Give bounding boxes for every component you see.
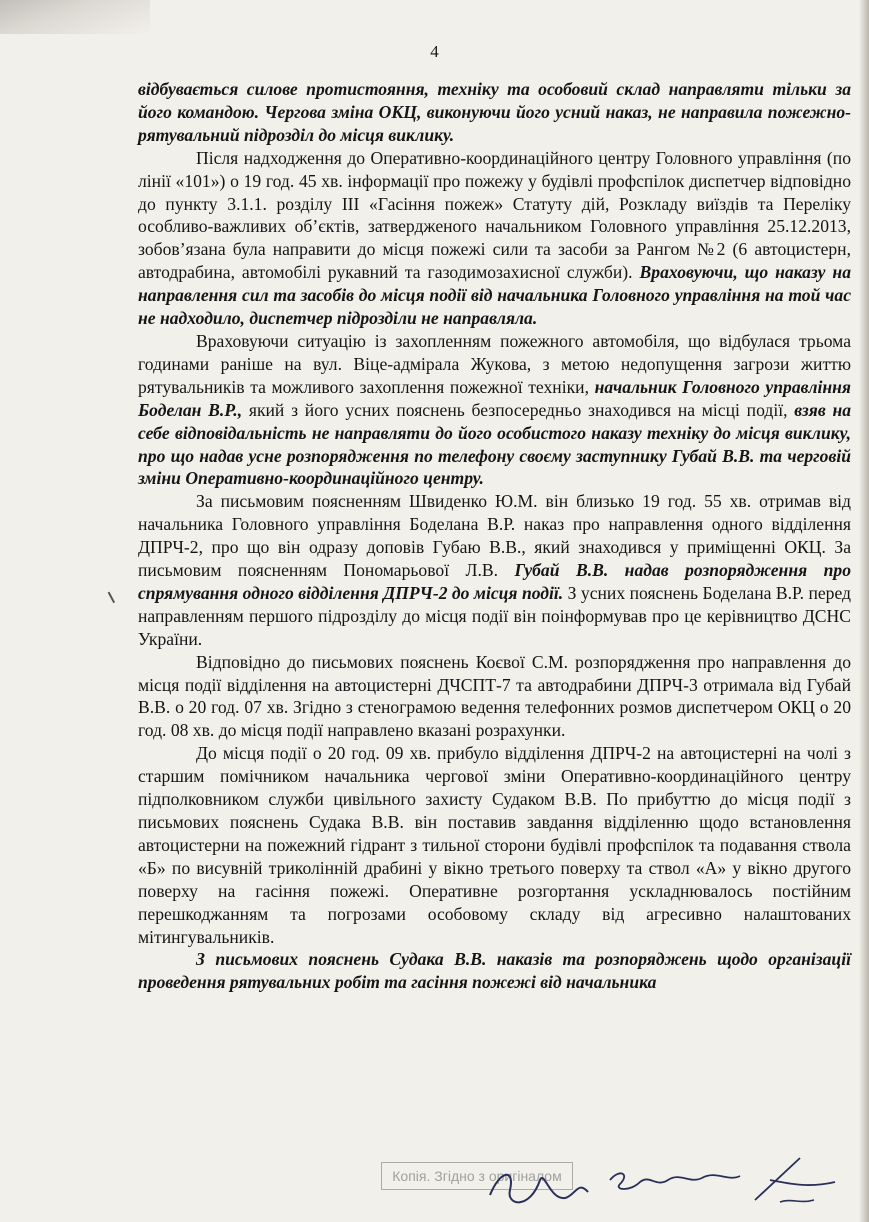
body-text: За письмовим поясненням Швиденко Ю.М. він близько 19 год. 55 хв. отримав від начальника Головного управління Боделана В.Р. наказ про направлення одного відділення ДПРЧ-2, про що він одразу доповів Губаю В.В., який знаходився у приміщенні ОКЦ. За письмовим поясненням Пономарьової Л.В. xyxy=(138,491,851,581)
paragraph-explanations xyxy=(138,490,851,650)
page-number: 4 xyxy=(430,42,439,61)
paragraph-situation xyxy=(138,330,851,490)
paragraph-call-received xyxy=(138,147,851,330)
margin-pen-mark xyxy=(108,589,121,603)
paragraph-arrival xyxy=(138,742,851,948)
body-text: Відповідно до письмових пояснень Коєвої С.М. розпорядження про направлення до місця події відділення на автоцистерні ДЧСПТ-7 та автодрабини ДПРЧ-3 отримала від Губай В.В. о 20 год. 07 хв. Згідно з стенограмою ведення телефонних розмов диспетчером ОКЦ о 20 год. 08 хв. до місця події направлено вказані розрахунки. xyxy=(138,651,851,741)
body-text: який з його усних пояснень безпосередньо знаходився на місці події, xyxy=(248,399,788,420)
folded-corner-shadow xyxy=(0,0,150,34)
copy-stamp: Копія. Згідно з оригіналом xyxy=(381,1162,573,1190)
emphasis-text: Враховуючи, що наказу на направлення сил та засобів до місця події від начальника Головного управління на той час не надходило, диспетчер підрозділи не направляла. xyxy=(138,262,851,329)
document-body xyxy=(138,78,851,994)
body-text: До місця події о 20 год. 09 хв. прибуло відділення ДПРЧ-2 на автоцистерні на чолі з старшим помічником начальника чергової зміни Оперативно-координаційного центру підполковником служби цивільного захисту Судаком В.В. По прибуттю до місця події з письмових пояснень Судака В.В. він поставив завдання відділенню щодо встановлення автоцистерни на пожежний гідрант з тильної сторони будівлі профспілок та подавання ствола «Б» по висувній триколінній драбині у вікно третього поверху та ствол «А» у вікно другого поверху на гасіння пожежі. Оперативне розгортання ускладнювалось постійним перешкоджанням та погрозами особовому складу від агресивно налаштованих мітингувальників. xyxy=(138,743,851,947)
paragraph-orders xyxy=(138,948,851,994)
paragraph-continuation xyxy=(138,78,851,147)
body-text: Враховуючи ситуацію із захопленням пожежного автомобіля, що відбулася трьома годинами раніше на вул. Віце-адмірала Жукова, з метою недопущення загрози життю рятувальників та можливого захоплення пожежної техніки, xyxy=(138,330,851,397)
body-text: З усних пояснень Боделана В.Р. перед направленням першого підрозділу до місця події він поінформував про це керівництво ДСНС України. xyxy=(138,582,851,649)
emphasis-text: начальник Головного управління Боделан В.Р., xyxy=(138,376,851,420)
body-text: Після надходження до Оперативно-координаційного центру Головного управління (по лінії «101») о 19 год. 45 хв. інформації про пожежу у будівлі профспілок диспетчер відповідно до пункту 3.1.1. розділу ІІІ «Гасіння пожеж» Статуту дій, Розкладу виїздів та Переліку особливо-важливих об’єктів, затвердженого начальником Головного управління 25.12.2013, зобов’язана була направити до місця пожежі сили та засоби за Рангом №2 (6 автоцистерн, автодрабина, автомобілі рукавний та газодимозахисної служби). xyxy=(138,147,851,283)
emphasis-text: Губай В.В. надав розпорядження про спрямування одного відділення ДПРЧ-2 до місця події. xyxy=(138,560,851,603)
emphasis-text: відбувається силове протистояння, техніку та особовий склад направляти тільки за його командою. Чергова зміна ОКЦ, виконуючи його усний наказ, не направила пожежно-рятувальний підрозділ до місця виклику. xyxy=(138,79,851,145)
handwritten-signature xyxy=(470,1140,850,1220)
paragraph-dispatch xyxy=(138,651,851,743)
emphasis-text: взяв на себе відповідальність не направляти до його особистого наказу техніку до місця виклику, про що надав усне розпорядження по телефону своєму заступнику Губай В.В. та черговій зміни Оперативно-координаційного центру. xyxy=(138,399,852,489)
page-edge-shadow xyxy=(859,0,869,1222)
emphasis-text: З письмових пояснень Судака В.В. наказів та розпоряджень щодо організації проведення рятувальних робіт та гасіння пожежі від начальника xyxy=(138,949,851,993)
